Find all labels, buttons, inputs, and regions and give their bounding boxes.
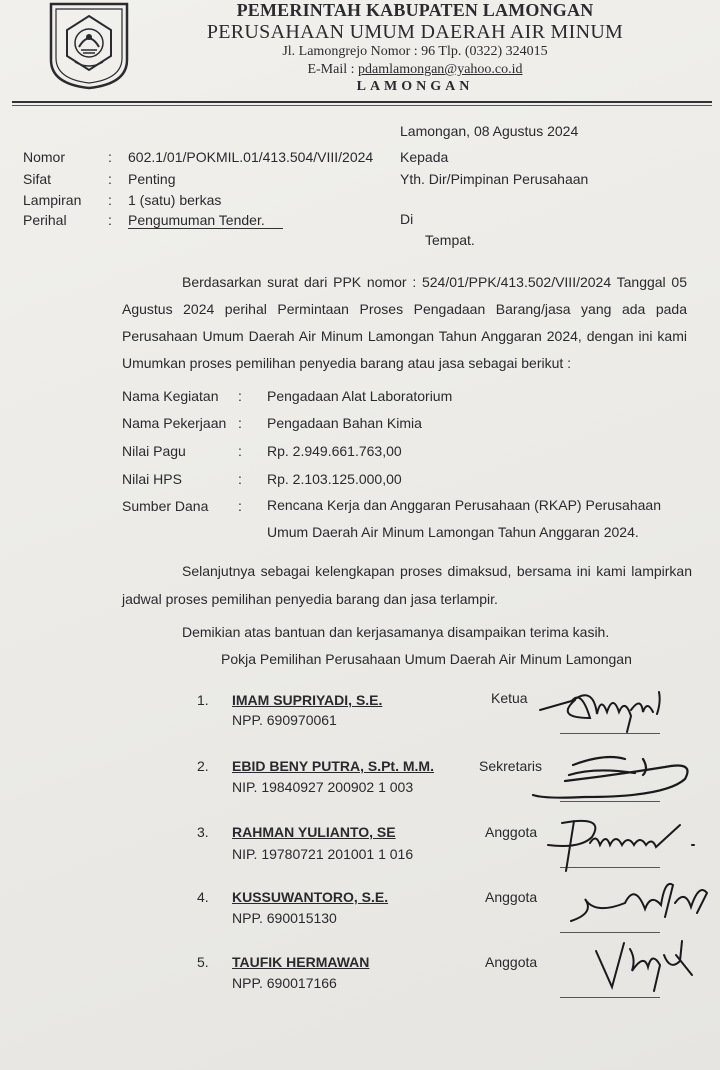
meta-colon: : [108,171,112,187]
letter-date: Lamongan, 08 Agustus 2024 [400,123,579,139]
signatory-role: Anggota [485,824,538,840]
signatory-id: NPP. 690017166 [232,975,337,991]
detail-value-hps: Rp. 2.103.125.000,00 [267,471,402,487]
detail-colon: : [238,388,242,404]
meta-value-sifat: Penting [128,171,176,187]
signatory-name: RAHMAN YULIANTO, SE [232,824,396,840]
detail-label-hps: Nilai HPS [122,471,182,487]
detail-value-pekerjaan: Pengadaan Bahan Kimia [267,415,422,431]
signatory-number: 5. [197,954,209,970]
signatory-role: Anggota [485,889,538,905]
detail-colon: : [238,415,242,431]
signatory-id: NIP. 19780721 201001 1 016 [232,846,414,862]
meta-colon: : [108,192,112,208]
meta-colon: : [108,149,112,165]
letterhead-government-line: PEMERINTAH KABUPATEN LAMONGAN [236,0,594,20]
signature-4-handwritten [565,873,720,943]
detail-label-kegiatan: Nama Kegiatan [122,388,219,404]
detail-label-sumber-dana: Sumber Dana [122,498,209,514]
signatory-number: 4. [197,889,209,905]
recipient-yth: Yth. Dir/Pimpinan Perusahaan [400,171,589,187]
letterhead-divider-thin [12,105,712,106]
recipient-di: Di [400,211,414,227]
meta-value-lampiran: 1 (satu) berkas [128,192,222,208]
detail-colon: : [238,471,242,487]
signatory-number: 1. [197,692,209,708]
signatory-id: NPP. 690970061 [232,712,337,728]
detail-colon: : [238,498,242,514]
detail-colon: : [238,443,242,459]
letterhead-email-line [180,62,650,78]
signatory-role: Anggota [485,954,538,970]
closing-sentence: Demikian atas bantuan dan kerjasamanya disampaikan terima kasih. [182,624,610,640]
detail-value-pagu: Rp. 2.949.661.763,00 [267,443,402,459]
recipient-kepada: Kepada [400,149,449,165]
letterhead-company-name: PERUSAHAAN UMUM DAERAH AIR MINUM [206,21,624,43]
meta-label-lampiran: Lampiran [23,192,82,208]
recipient-tempat: Tempat. [425,232,475,248]
committee-title: Pokja Pemilihan Perusahaan Umum Daerah Air Minum Lamongan [221,651,632,667]
meta-value-perihal: Pengumuman Tender. [128,212,283,229]
signatory-number: 2. [197,758,209,774]
email-link[interactable]: pdamlamongan@yahoo.co.id [358,62,523,77]
detail-value-sumber-dana-cont: Umum Daerah Air Minum Lamongan Tahun Anggaran 2024. [267,524,639,540]
meta-label-sifat: Sifat [23,171,52,187]
regency-emblem-logo [45,0,133,90]
detail-value-sumber-dana: Rencana Kerja dan Anggaran Perusahaan (RKAP) Perusahaan [267,497,661,513]
meta-value-nomor: 602.1/01/POKMIL.01/413.504/VIII/2024 [128,149,374,165]
signature-2-handwritten [525,745,705,805]
detail-label-pagu: Nilai Pagu [122,443,186,459]
meta-colon: : [108,212,112,228]
signatory-id: NIP. 19840927 200902 1 003 [232,779,414,795]
detail-value-kegiatan: Pengadaan Alat Laboratorium [267,388,453,404]
signatory-number: 3. [197,824,209,840]
intro-paragraph: Berdasarkan surat dari PPK nomor : 524/01/PPK/413.502/VIII/2024 Tanggal 05 Agustus 2024 perihal Permintaan Proses Pengadaan Barang/jasa yang ada pada Perusahaan Umum Daerah Air Minum Lamongan Tahun Anggaran 2024, dengan ini kami Umumkan proses pemilihan penyedia barang atau jasa sebagai berikut : [122,274,687,371]
detail-label-pekerjaan: Nama Pekerjaan [122,415,227,431]
signature-3-handwritten [540,815,710,875]
signature-1-handwritten [535,678,675,738]
signatory-role: Sekretaris [479,758,543,774]
letterhead-address: Jl. Lamongrejo Nomor : 96 Tlp. (0322) 324015 [282,44,548,59]
signatory-role: Ketua [491,690,528,706]
signatory-name: TAUFIK HERMAWAN [232,954,370,970]
signatory-name: KUSSUWANTORO, S.E. [232,889,389,905]
signatory-name: EBID BENY PUTRA, S.Pt. M.M. [232,758,434,774]
signature-5-handwritten [590,935,700,1010]
letterhead-divider-thick [12,101,712,103]
signatory-name: IMAM SUPRIYADI, S.E. [232,692,383,708]
followup-paragraph: Selanjutnya sebagai kelengkapan proses dimaksud, bersama ini kami lampirkan jadwal proses pemilihan penyedia barang dan jasa terlampir. [122,563,692,607]
letterhead-city: LAMONGAN [356,79,474,94]
email-label: E-Mail : [307,62,358,77]
meta-label-nomor: Nomor [23,149,66,165]
signatory-id: NPP. 690015130 [232,910,337,926]
meta-label-perihal: Perihal [23,212,67,228]
